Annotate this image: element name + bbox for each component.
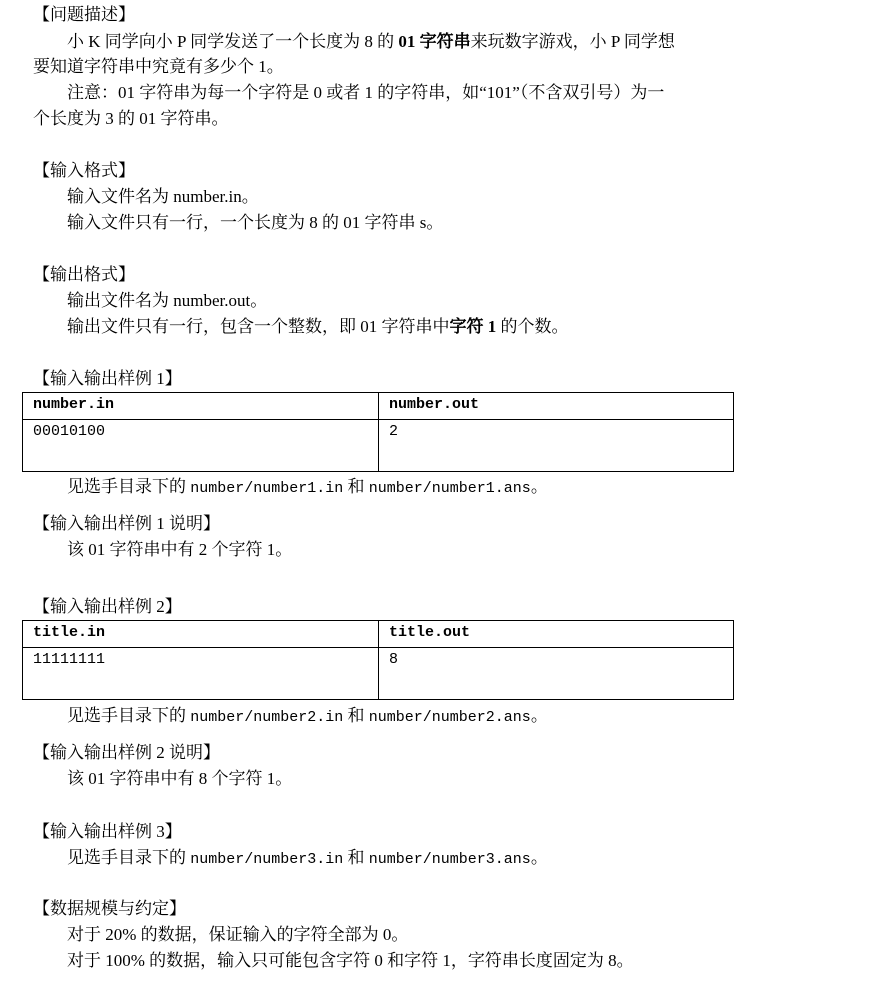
sample1-explain-text: 该 01 字符串中有 2 个字符 1。 [67,540,293,559]
problem-paragraph-1-cont: 要知道字符串中究竟有多少个 1。 [33,57,284,76]
file-path: number/number1.in [190,480,344,497]
sample1-heading: 【输入输出样例 1】 [33,369,182,388]
sample2-output-header: title.out [379,621,734,648]
constraints-heading: 【数据规模与约定】 [33,899,186,918]
input-format-line-1: 输入文件名为 number.in。 [67,187,259,206]
file-path: number/number2.ans [368,709,531,726]
problem-emphasis: 01 字符串 [398,32,471,51]
note-text: 见选手目录下的 [67,706,191,725]
table-row [23,648,734,700]
problem-text: 小 K 同学向小 P 同学发送了一个长度为 8 的 [67,32,399,51]
note-text: 和 [343,848,369,867]
constraints-line-1: 对于 20% 的数据，保证输入的字符全部为 0。 [67,925,409,944]
sample1-note [67,476,548,500]
note-text: 和 [343,706,369,725]
sample2-explain-text: 该 01 字符串中有 8 个字符 1。 [67,769,293,788]
note-text: 见选手目录下的 [67,477,191,496]
sample2-heading: 【输入输出样例 2】 [33,597,182,616]
file-path: number/number2.in [190,709,344,726]
sample2-output-value: 8 [379,648,734,700]
sample2-note [67,705,548,729]
problem-heading: 【问题描述】 [33,5,135,24]
sample1-input-header: number.in [23,393,379,420]
problem-text: 来玩数字游戏，小 P 同学想 [470,32,675,51]
note-text: 和 [343,477,369,496]
sample2-input-value: 11111111 [23,648,379,700]
sample1-input-value: 00010100 [23,420,379,472]
input-format-heading: 【输入格式】 [33,161,135,180]
sample3-note [67,847,548,871]
note-text: 。 [530,848,548,867]
sample2-input-header: title.in [23,621,379,648]
sample3-heading: 【输入输出样例 3】 [33,822,182,841]
output-format-heading: 【输出格式】 [33,265,135,284]
output-format-line-1: 输出文件名为 number.out。 [67,291,268,310]
output-text: 输出文件只有一行，包含一个整数，即 01 字符串中 [67,317,450,336]
table-row [23,420,734,472]
table-header-row [23,621,734,648]
sample2-table [22,620,734,700]
note-text: 。 [530,706,548,725]
note-text: 。 [530,477,548,496]
sample2-explain-heading: 【输入输出样例 2 说明】 [33,743,220,762]
problem-paragraph-2-cont: 个长度为 3 的 01 字符串。 [33,109,229,128]
constraints-line-2: 对于 100% 的数据，输入只可能包含字符 0 和字符 1，字符串长度固定为 8。 [67,951,634,970]
output-text: 的个数。 [496,317,569,336]
sample1-output-header: number.out [379,393,734,420]
sample1-explain-heading: 【输入输出样例 1 说明】 [33,514,220,533]
note-text: 见选手目录下的 [67,848,191,867]
sample1-table [22,392,734,472]
input-format-line-2: 输入文件只有一行，一个长度为 8 的 01 字符串 s。 [67,213,444,232]
table-header-row [23,393,734,420]
problem-paragraph-2: 注意：01 字符串为每一个字符是 0 或者 1 的字符串，如“101”（不含双引号）为一 [67,83,665,102]
problem-paragraph-1 [67,31,675,53]
output-format-line-2 [67,316,569,338]
sample1-output-value: 2 [379,420,734,472]
file-path: number/number3.in [190,851,344,868]
file-path: number/number1.ans [368,480,531,497]
output-emphasis: 字符 1 [449,317,497,336]
file-path: number/number3.ans [368,851,531,868]
